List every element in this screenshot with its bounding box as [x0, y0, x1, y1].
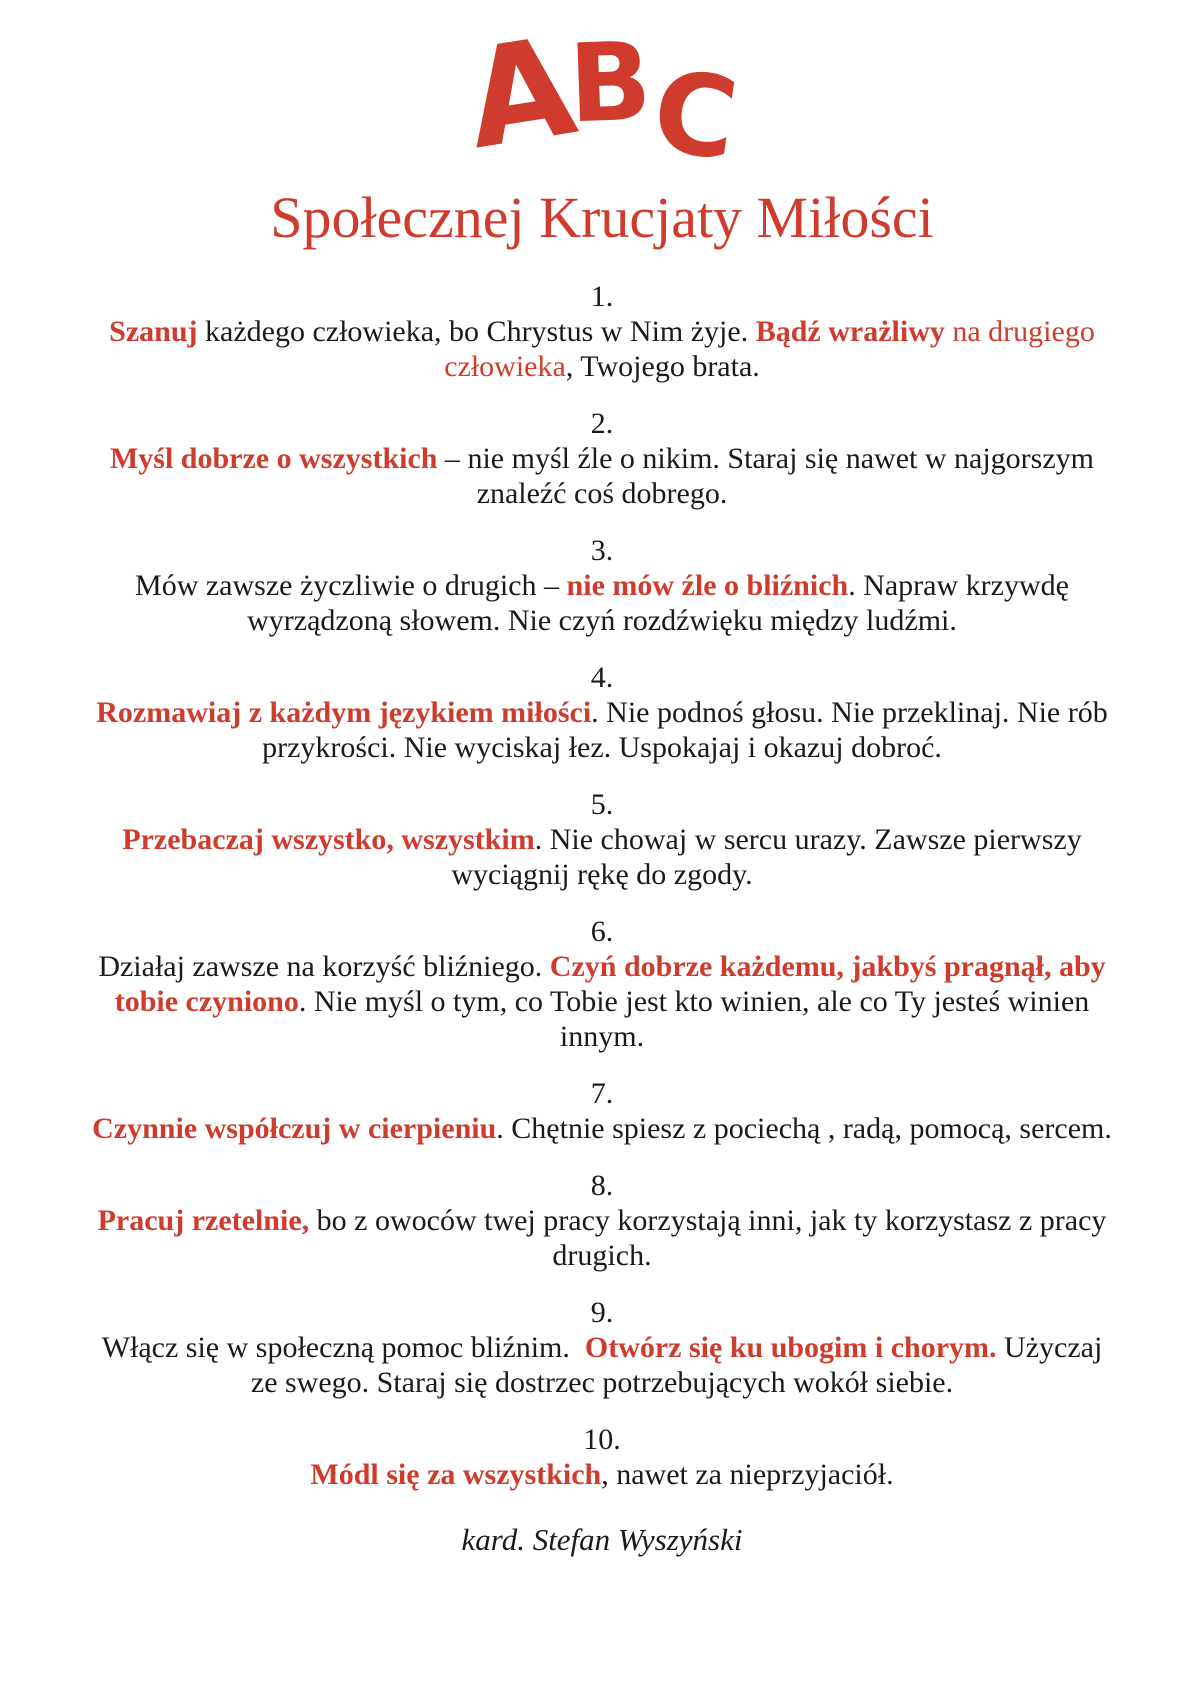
- text-segment: Działaj zawsze na korzyść bliźniego.: [98, 949, 550, 983]
- text-segment: , Twojego brata.: [565, 349, 760, 383]
- item-number: 6.: [590, 914, 614, 948]
- item-text: [92, 949, 1112, 1054]
- commandment: [0, 1168, 1204, 1273]
- text-segment: Pracuj rzetelnie,: [97, 1203, 310, 1237]
- commandment: [0, 533, 1204, 638]
- text-segment: Użyczaj ze swego. Staraj się dostrzec potrzebujących wokół siebie.: [250, 1330, 1103, 1399]
- abc-logo: [0, 7, 1204, 187]
- text-segment: – nie myśl źle o nikim. Staraj się nawet w najgorszym znaleźć coś dobrego.: [437, 441, 1094, 510]
- commandment: [0, 660, 1204, 765]
- text-segment: . Nie podnoś głosu. Nie przeklinaj. Nie rób przykrości. Nie wyciskaj łez. Uspokajaj i okazuj dobroć.: [262, 695, 1108, 764]
- item-text: [92, 1330, 1112, 1400]
- text-segment: Czyń dobrze każdemu, jakbyś pragnął, aby tobie czyniono: [114, 949, 1106, 1018]
- commandment: [0, 1422, 1204, 1492]
- text-segment: . Chętnie spiesz z pociechą , radą, pomocą, sercem.: [496, 1111, 1112, 1145]
- text-segment: . Nie myśl o tym, co Tobie jest kto winien, ale co Ty jesteś winien innym.: [298, 984, 1090, 1053]
- item-text: [92, 822, 1112, 892]
- text-segment: . Napraw krzywdę wyrządzoną słowem. Nie czyń rozdźwięku między ludźmi.: [247, 568, 1069, 637]
- commandment: [0, 1076, 1204, 1146]
- text-segment: Bądź wrażliwy: [755, 314, 945, 348]
- commandment: [0, 914, 1204, 1054]
- item-text: [92, 568, 1112, 638]
- text-segment: bo z owoców twej pracy korzystają inni, jak ty korzystasz z pracy drugich.: [309, 1203, 1107, 1272]
- commandment: [0, 1295, 1204, 1400]
- commandments-list: [0, 279, 1204, 1492]
- commandment: [0, 787, 1204, 892]
- text-segment: Szanuj: [109, 314, 198, 348]
- page-title: Społecznej Krucjaty Miłości: [270, 185, 934, 250]
- text-segment: Mów zawsze życzliwie o drugich –: [135, 568, 567, 602]
- item-number: 5.: [590, 787, 614, 821]
- item-number: 2.: [590, 406, 614, 440]
- commandment: [0, 279, 1204, 384]
- item-text: [92, 1203, 1112, 1273]
- item-number: 10.: [583, 1422, 621, 1456]
- item-text: [92, 1111, 1112, 1146]
- commandment: [0, 406, 1204, 511]
- text-segment: Módl się za wszystkich: [310, 1457, 602, 1491]
- signature: kard. Stefan Wyszyński: [461, 1521, 743, 1557]
- logo-letter-b: B: [567, 19, 654, 148]
- logo-letter-c: C: [645, 45, 745, 187]
- text-segment: Myśl dobrze o wszystkich: [109, 441, 438, 475]
- logo-letter-a: A: [456, 7, 586, 181]
- item-number: 9.: [590, 1295, 614, 1329]
- text-segment: , nawet za nieprzyjaciół.: [601, 1457, 894, 1491]
- text-segment: Czynnie współczuj w cierpieniu: [92, 1111, 497, 1145]
- item-text: [92, 1457, 1112, 1492]
- item-number: 1.: [590, 279, 614, 313]
- text-segment: Rozmawiaj z każdym językiem miłości: [96, 695, 592, 729]
- item-text: [92, 695, 1112, 765]
- item-number: 3.: [590, 533, 614, 567]
- item-number: 4.: [590, 660, 614, 694]
- text-segment: Otwórz się ku ubogim i chorym.: [584, 1330, 997, 1364]
- item-text: [92, 314, 1112, 384]
- text-segment: Włącz się w społeczną pomoc bliźnim.: [101, 1330, 585, 1364]
- item-text: [92, 441, 1112, 511]
- text-segment: na drugiego człowieka: [444, 314, 1095, 383]
- item-number: 8.: [590, 1168, 614, 1202]
- text-segment: każdego człowieka, bo Chrystus w Nim żyje.: [197, 314, 756, 348]
- text-segment: . Nie chowaj w sercu urazy. Zawsze pierwszy wyciągnij rękę do zgody.: [451, 822, 1082, 891]
- text-segment: nie mów źle o bliźnich: [566, 568, 849, 602]
- text-segment: Przebaczaj wszystko, wszystkim: [122, 822, 535, 856]
- item-number: 7.: [590, 1076, 614, 1110]
